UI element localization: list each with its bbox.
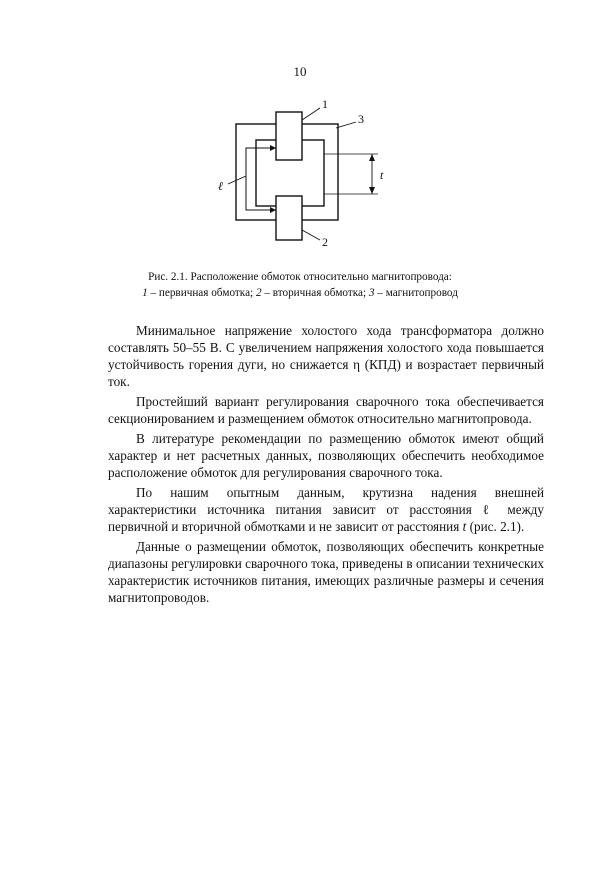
label-t: t: [380, 168, 384, 182]
secondary-winding: [276, 196, 302, 240]
distance-l-path: [246, 148, 276, 210]
paragraph-1: Минимальное напряжение холостого хода трансформатора должно составлять 50–55 В. С увеличением напряжения холостого хода повышается устойчивость горения дуги, но снижается η (КПД) и возрастает первичный ток.: [108, 323, 544, 389]
caption-line-2: [60, 285, 540, 301]
leader-2: [302, 230, 320, 240]
caption-text-2: – вторичная обмотка;: [261, 287, 369, 299]
leader-3: [336, 122, 356, 128]
distance-l-arrow-top: [270, 145, 276, 151]
caption-text-3: – магнитопровод: [374, 287, 458, 299]
caption-line-1: Рис. 2.1. Расположение обмоток относительно магнитопровода:: [148, 271, 452, 283]
primary-winding: [276, 112, 302, 160]
paragraph-3: В литературе рекомендации по размещению обмоток имеют общий характер и нет расчетных данных, позволяющих обеспечить необходимое расположение обмоток для регулирования сварочного тока.: [108, 431, 544, 480]
paragraph-4-t: t: [462, 519, 467, 534]
t-arrow-top: [369, 154, 375, 161]
paragraph-4-part-a: По нашим опытным данным, крутизна надения внешней характеристики источника питания зависит от расстояния ℓ между первичной и вторичной обмотками и не зависит от расстояния: [108, 485, 544, 534]
paragraph-4: [108, 484, 544, 535]
caption-text-1: – первичная обмотка;: [147, 287, 256, 299]
figure-caption: [60, 269, 540, 301]
body-text: [108, 322, 544, 606]
label-3: 3: [358, 112, 364, 126]
caption-num-2: 2: [255, 287, 262, 299]
caption-num-3: 3: [368, 287, 375, 299]
label-l: ℓ: [218, 179, 223, 193]
page-number: 10: [293, 64, 307, 79]
leader-l: [228, 176, 246, 184]
t-arrow-bottom: [369, 187, 375, 194]
leader-1: [302, 108, 320, 120]
transformer-diagram: [198, 92, 398, 262]
paragraph-5: Данные о размещении обмоток, позволяющих обеспечить конкретные диапазоны регулировки сварочного тока, приведены в описании технических характеристик источников питания, имеющих различные размеры и сечения магнитопроводов.: [108, 539, 544, 605]
caption-num-1: 1: [142, 287, 148, 299]
transformer-diagram-svg: [198, 92, 398, 262]
distance-l-arrow-bottom: [270, 207, 276, 213]
paragraph-2: Простейший вариант регулирования сварочного тока обеспечивается секционированием и размещением обмоток относительно магнитопровода.: [108, 394, 544, 426]
paragraph-4-part-b: (рис. 2.1).: [466, 519, 525, 534]
label-1: 1: [322, 97, 328, 111]
label-2: 2: [322, 235, 328, 249]
